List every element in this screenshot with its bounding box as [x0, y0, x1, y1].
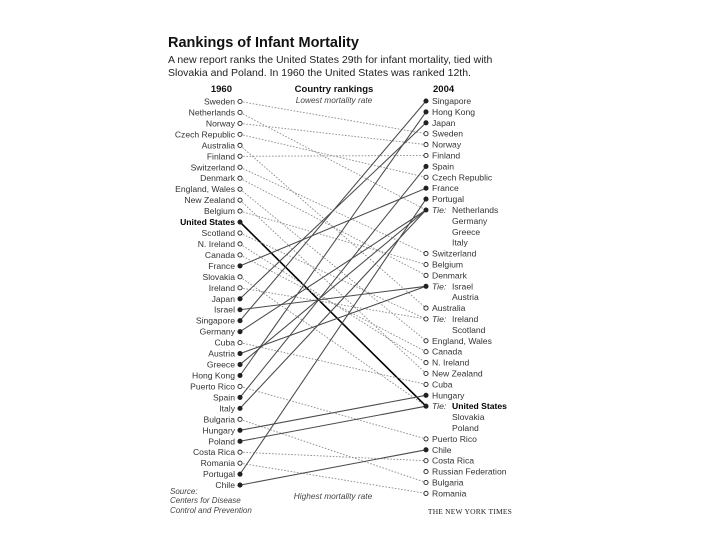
marker-1960-switzerland: [238, 165, 242, 169]
link-sweden: [240, 102, 426, 134]
label-1960-finland: Finland: [206, 151, 235, 162]
label-2004-costa-rica: Costa Rica: [432, 455, 475, 466]
label-2004-czech-republic: Czech Republic: [432, 172, 493, 183]
label-1960-germany: Germany: [199, 326, 235, 337]
marker-1960-netherlands: [238, 110, 242, 114]
label-2004-bulgaria: Bulgaria: [432, 477, 464, 488]
marker-1960-austria: [238, 351, 242, 355]
label-2004-portugal: Portugal: [432, 194, 465, 205]
source-line-1: Source:: [170, 487, 198, 496]
marker-1960-hungary: [238, 428, 242, 432]
marker-1960-italy: [238, 406, 242, 410]
label-2004-united-states: United States: [452, 401, 507, 412]
marker-1960-finland: [238, 154, 242, 158]
chart-subtitle-line-2: Slovakia and Poland. In 1960 the United States was ranked 12th.: [168, 67, 471, 79]
tie-prefix-netherlands: Tie:: [432, 205, 447, 215]
marker-1960-united-states: [238, 220, 242, 224]
chart-title: Rankings of Infant Mortality: [168, 35, 359, 51]
marker-1960-sweden: [238, 99, 242, 103]
marker-1960-belgium: [238, 209, 242, 213]
link-hungary: [240, 395, 426, 430]
label-1960-scotland: Scotland: [201, 228, 235, 239]
label-1960-slovakia: Slovakia: [202, 271, 235, 282]
chart-subtitle-line-1: A new report ranks the United States 29th for infant mortality, tied with: [168, 54, 493, 66]
marker-2004-cuba: [424, 382, 428, 386]
marker-2004-costa-rica: [424, 459, 428, 463]
label-1960-n-ireland: N. Ireland: [197, 238, 235, 249]
rankings-1960: [175, 97, 242, 491]
link-france: [240, 188, 426, 266]
marker-1960-chile: [238, 483, 242, 487]
label-1960-switzerland: Switzerland: [190, 162, 235, 173]
label-1960-france: France: [208, 260, 235, 271]
marker-1960-portugal: [238, 472, 242, 476]
marker-1960-new-zealand: [238, 198, 242, 202]
link-finland: [240, 156, 426, 157]
marker-2004-france: [424, 186, 428, 190]
label-2004-slovakia: Slovakia: [452, 412, 485, 423]
label-1960-canada: Canada: [204, 249, 235, 260]
label-2004-chile: Chile: [432, 444, 452, 455]
label-1960-portugal: Portugal: [202, 469, 235, 480]
label-2004-scotland: Scotland: [452, 324, 486, 335]
label-2004-n-ireland: N. Ireland: [432, 357, 470, 368]
marker-1960-singapore: [238, 319, 242, 323]
marker-1960-england-wales: [238, 187, 242, 191]
label-2004-canada: Canada: [432, 346, 463, 357]
label-1960-israel: Israel: [213, 304, 235, 315]
lowest-mortality-note: Lowest mortality rate: [295, 95, 373, 105]
marker-1960-israel: [238, 308, 242, 312]
label-1960-norway: Norway: [205, 118, 235, 129]
tie-prefix-israel: Tie:: [432, 281, 447, 292]
label-1960-italy: Italy: [219, 403, 235, 414]
marker-2004-singapore: [424, 99, 428, 103]
label-1960-netherlands: Netherlands: [188, 107, 235, 118]
link-belgium: [240, 211, 426, 264]
label-1960-hong-kong: Hong Kong: [191, 370, 235, 381]
label-1960-cuba: Cuba: [214, 337, 235, 348]
marker-2004-switzerland: [424, 252, 428, 256]
marker-2004-chile: [424, 448, 428, 452]
label-2004-germany: Germany: [452, 215, 488, 226]
tie-prefix-ireland: Tie:: [432, 314, 447, 324]
marker-2004-australia: [424, 306, 428, 310]
marker-1960-costa-rica: [238, 450, 242, 454]
label-2004-puerto-rico: Puerto Rico: [432, 433, 477, 444]
label-1960-bulgaria: Bulgaria: [203, 414, 235, 425]
label-2004-sweden: Sweden: [432, 128, 464, 139]
link-spain: [240, 166, 426, 397]
link-costa-rica: [240, 452, 426, 460]
label-1960-japan: Japan: [211, 293, 235, 304]
label-1960-australia: Australia: [201, 140, 235, 151]
marker-2004-spain: [424, 164, 428, 168]
marker-1960-bulgaria: [238, 417, 242, 421]
marker-1960-japan: [238, 297, 242, 301]
label-1960-chile: Chile: [215, 480, 235, 491]
marker-2004-new-zealand: [424, 371, 428, 375]
rank-links: [240, 101, 426, 493]
label-1960-costa-rica: Costa Rica: [192, 447, 235, 458]
label-1960-ireland: Ireland: [208, 282, 235, 293]
label-2004-finland: Finland: [432, 150, 461, 161]
link-chile: [240, 450, 426, 485]
label-2004-australia: Australia: [432, 303, 466, 314]
label-2004-belgium: Belgium: [432, 259, 464, 270]
marker-2004-denmark: [424, 273, 428, 277]
marker-2004-united-states: [424, 404, 428, 408]
label-2004-ireland: Ireland: [452, 314, 479, 324]
marker-1960-australia: [238, 143, 242, 147]
label-1960-poland: Poland: [208, 436, 235, 447]
marker-1960-cuba: [238, 341, 242, 345]
marker-1960-slovakia: [238, 275, 242, 279]
label-2004-poland: Poland: [452, 423, 479, 433]
marker-1960-france: [238, 264, 242, 268]
marker-1960-puerto-rico: [238, 384, 242, 388]
label-1960-czech-republic: Czech Republic: [174, 129, 235, 140]
link-netherlands: [240, 112, 426, 210]
tie-prefix-united-states: Tie:: [432, 401, 447, 412]
label-1960-belgium: Belgium: [203, 206, 235, 217]
credit: THE NEW YORK TIMES: [427, 507, 512, 516]
label-2004-new-zealand: New Zealand: [432, 368, 483, 379]
label-1960-romania: Romania: [200, 458, 235, 469]
label-1960-singapore: Singapore: [195, 315, 235, 326]
label-1960-hungary: Hungary: [202, 425, 235, 436]
marker-1960-canada: [238, 253, 242, 257]
marker-1960-spain: [238, 395, 242, 399]
label-2004-cuba: Cuba: [432, 379, 453, 390]
center-column-header: Country rankings: [294, 84, 374, 95]
marker-2004-romania: [424, 491, 428, 495]
label-2004-switzerland: Switzerland: [432, 248, 477, 259]
right-column-header: 2004: [433, 84, 455, 95]
label-1960-sweden: Sweden: [203, 96, 235, 107]
rankings-2004: [424, 96, 507, 498]
marker-1960-scotland: [238, 231, 242, 235]
label-1960-denmark: Denmark: [200, 173, 235, 184]
marker-2004-hungary: [424, 393, 428, 397]
marker-1960-denmark: [238, 176, 242, 180]
marker-2004-sweden: [424, 132, 428, 136]
label-1960-new-zealand: New Zealand: [184, 195, 235, 206]
marker-2004-finland: [424, 153, 428, 157]
marker-2004-puerto-rico: [424, 437, 428, 441]
label-2004-hungary: Hungary: [432, 390, 465, 401]
marker-2004-n-ireland: [424, 361, 428, 365]
marker-1960-norway: [238, 121, 242, 125]
marker-2004-ireland: [424, 317, 428, 321]
label-2004-singapore: Singapore: [432, 96, 472, 106]
label-1960-england-wales: England, Wales: [175, 184, 235, 195]
highest-mortality-note: Highest mortality rate: [293, 491, 373, 501]
marker-1960-ireland: [238, 286, 242, 290]
marker-2004-czech-republic: [424, 175, 428, 179]
source-line-3: Control and Prevention: [170, 506, 252, 515]
label-2004-russian-federation: Russian Federation: [432, 466, 507, 477]
label-2004-japan: Japan: [432, 117, 456, 128]
label-2004-greece: Greece: [452, 226, 481, 237]
link-england-wales: [240, 189, 426, 341]
label-1960-austria: Austria: [208, 348, 235, 359]
marker-2004-canada: [424, 350, 428, 354]
label-1960-puerto-rico: Puerto Rico: [190, 381, 235, 392]
marker-2004-bulgaria: [424, 480, 428, 484]
label-2004-italy: Italy: [452, 237, 468, 248]
marker-1960-hong-kong: [238, 373, 242, 377]
marker-2004-netherlands: [424, 208, 428, 212]
label-1960-spain: Spain: [213, 392, 235, 403]
label-1960-greece: Greece: [206, 359, 235, 370]
label-2004-israel: Israel: [452, 281, 474, 292]
label-2004-romania: Romania: [432, 488, 467, 499]
label-2004-austria: Austria: [452, 292, 479, 303]
marker-2004-israel: [424, 284, 428, 288]
marker-1960-czech-republic: [238, 132, 242, 136]
label-2004-norway: Norway: [432, 139, 462, 150]
link-poland: [240, 406, 426, 441]
link-austria: [240, 286, 426, 353]
marker-2004-belgium: [424, 262, 428, 266]
label-2004-spain: Spain: [432, 161, 454, 172]
marker-2004-hong-kong: [424, 110, 428, 114]
source-line-2: Centers for Disease: [170, 496, 241, 505]
marker-1960-romania: [238, 461, 242, 465]
label-2004-denmark: Denmark: [432, 270, 467, 281]
link-bulgaria: [240, 419, 426, 482]
marker-1960-n-ireland: [238, 242, 242, 246]
marker-1960-poland: [238, 439, 242, 443]
left-column-header: 1960: [210, 84, 232, 95]
marker-2004-japan: [424, 121, 428, 125]
label-2004-hong-kong: Hong Kong: [432, 106, 476, 117]
marker-1960-greece: [238, 362, 242, 366]
marker-2004-england-wales: [424, 339, 428, 343]
marker-2004-russian-federation: [424, 470, 428, 474]
marker-2004-portugal: [424, 197, 428, 201]
label-1960-united-states: United States: [180, 217, 235, 228]
label-2004-france: France: [432, 183, 459, 194]
label-2004-england-wales: England, Wales: [432, 335, 492, 346]
marker-1960-germany: [238, 330, 242, 334]
marker-2004-norway: [424, 143, 428, 147]
label-2004-netherlands: Netherlands: [452, 205, 499, 215]
